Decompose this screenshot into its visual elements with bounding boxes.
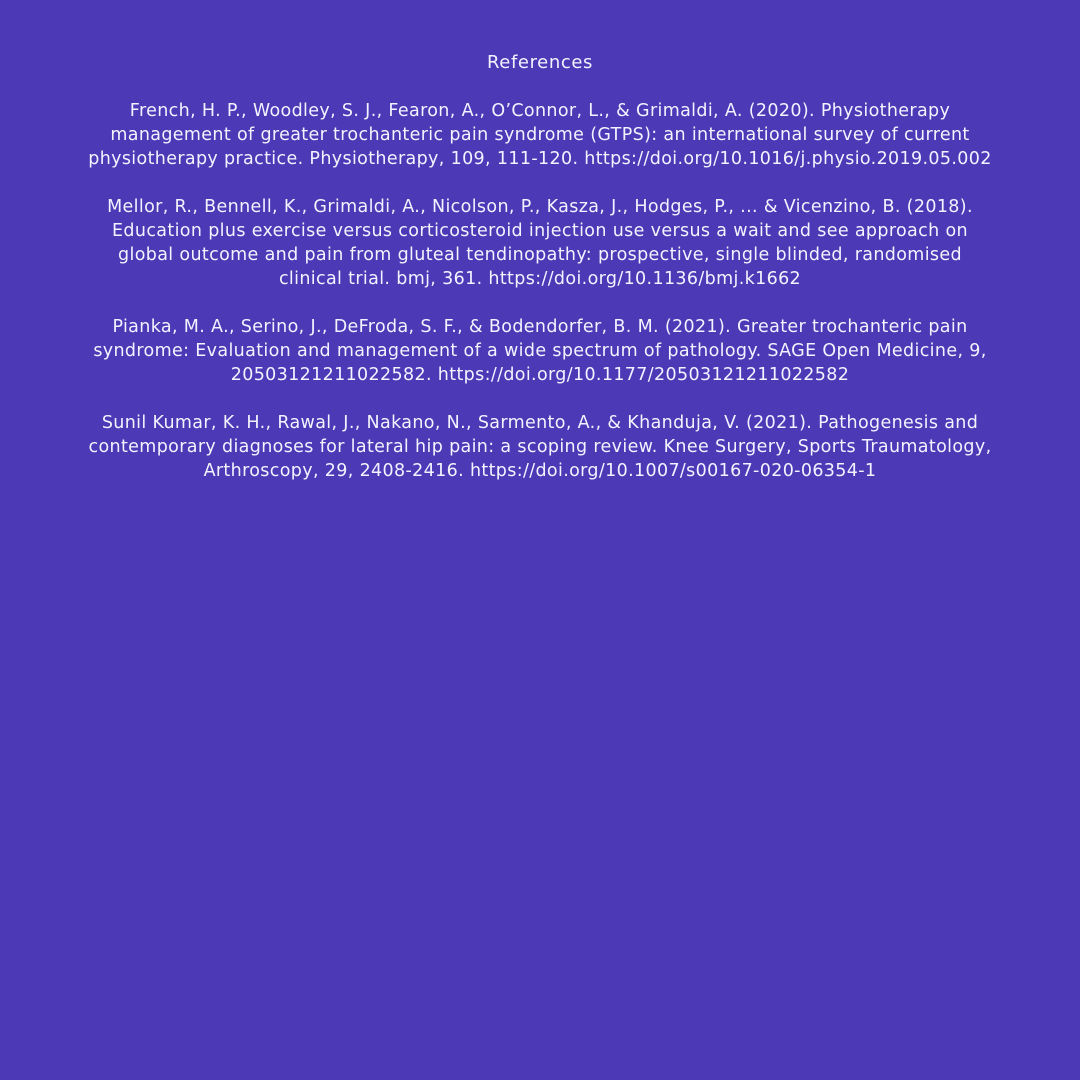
reference-line: Pianka, M. A., Serino, J., DeFroda, S. F., & Bodendorfer, B. M. (2021). Greater trochanteric pain: [112, 317, 968, 337]
reference-line: Education plus exercise versus corticosteroid injection use versus a wait and see approach on: [112, 221, 968, 241]
reference-line: physiotherapy practice. Physiotherapy, 109, 111-120. https://doi.org/10.1016/j.physio.2019.05.002: [88, 149, 992, 169]
reference-line: French, H. P., Woodley, S. J., Fearon, A., O’Connor, L., & Grimaldi, A. (2020). Physiotherapy: [129, 101, 951, 121]
reference-pianka-2021: [40, 315, 1040, 387]
reference-line: management of greater trochanteric pain syndrome (GTPS): an international survey of current: [110, 125, 970, 145]
reference-french-2020: [40, 99, 1040, 171]
references-content: [40, 51, 1040, 507]
reference-line: clinical trial. bmj, 361. https://doi.org/10.1136/bmj.k1662: [278, 269, 802, 289]
reference-line: Sunil Kumar, K. H., Rawal, J., Nakano, N., Sarmento, A., & Khanduja, V. (2021). Pathogenesis and: [101, 413, 979, 433]
reference-line: global outcome and pain from gluteal tendinopathy: prospective, single blinded, randomised: [118, 245, 962, 265]
reference-sunil-kumar-2021: [40, 411, 1040, 483]
reference-list: [40, 99, 1040, 483]
reference-mellor-2018: [40, 195, 1040, 291]
reference-line: syndrome: Evaluation and management of a wide spectrum of pathology. SAGE Open Medicine, 9,: [93, 341, 987, 361]
reference-line: 20503121211022582. https://doi.org/10.1177/20503121211022582: [230, 365, 850, 385]
reference-line: Mellor, R., Bennell, K., Grimaldi, A., Nicolson, P., Kasza, J., Hodges, P., ... & Vicenzino, B. (2018).: [107, 197, 973, 217]
page-title: References: [486, 52, 594, 73]
reference-line: contemporary diagnoses for lateral hip pain: a scoping review. Knee Surgery, Sports Traumatology,: [88, 437, 992, 457]
reference-line: Arthroscopy, 29, 2408-2416. https://doi.org/10.1007/s00167-020-06354-1: [203, 461, 877, 481]
